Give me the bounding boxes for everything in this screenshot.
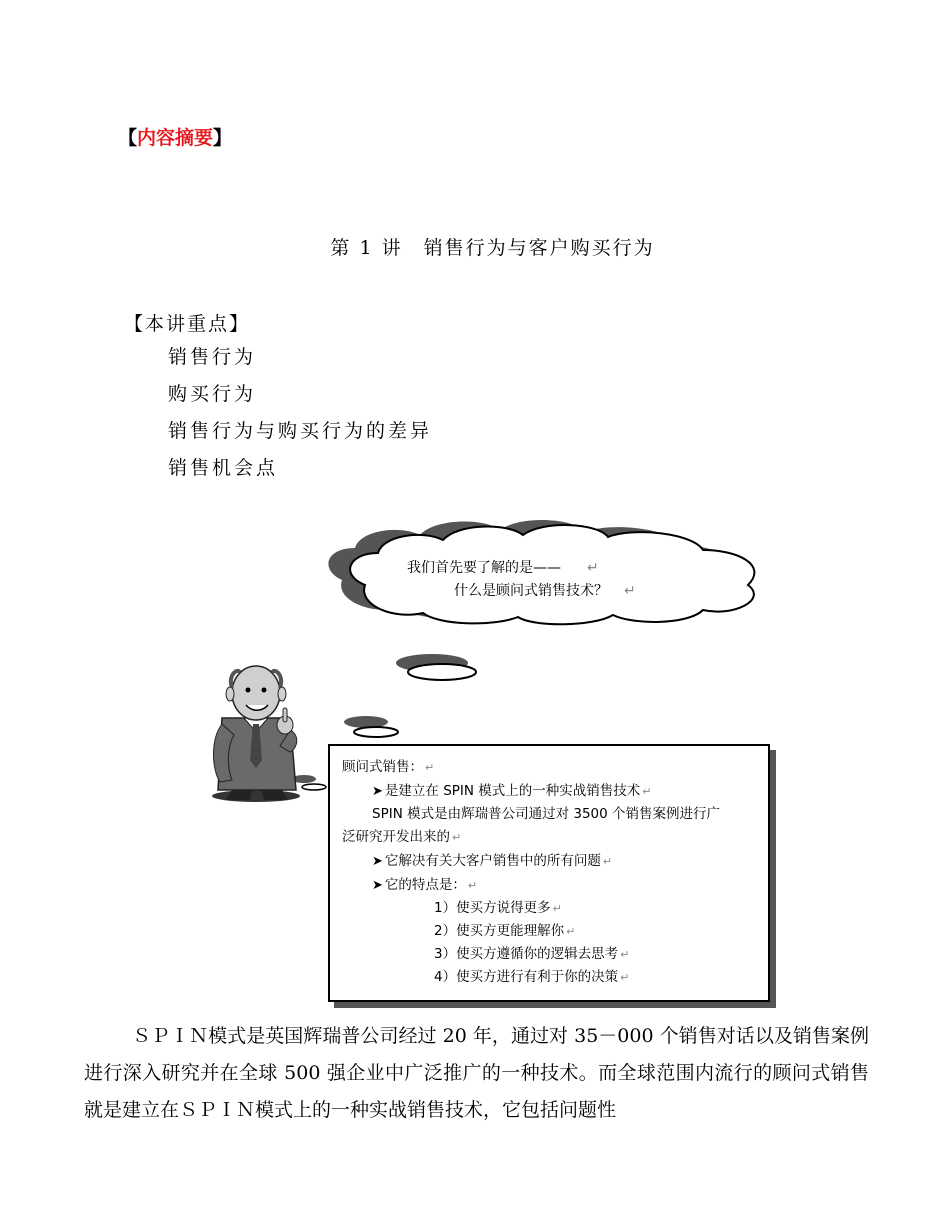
lecture-title: 第 1 讲 销售行为与客户购买行为 [330,237,655,259]
description-line: SPIN 模式是由辉瑞普公司通过对 3500 个销售案例进行广 [372,806,721,822]
feature-text: 使买方更能理解你 [456,923,565,939]
return-mark: ↵ [620,971,630,984]
return-mark: ↵ [602,855,613,868]
feature-number: 3） [434,946,457,962]
feature-text: 使买方说得更多 [456,900,551,916]
focus-item: 销售机会点 [168,457,279,479]
focus-heading: 【本讲重点】 [124,313,251,335]
arrow-bullet-icon: ➤ [372,878,383,893]
feature-item [434,919,575,939]
info-box [328,744,770,1002]
return-mark: ↵ [552,902,562,915]
feature-number: 4） [434,969,457,985]
feature-text: 使买方进行有利于你的决策 [456,969,619,985]
description-line: 泛研究开发出来的 [342,829,450,845]
return-mark: ↵ [566,925,576,938]
info-box-title: 顾问式销售： [342,759,423,775]
salesman-figure [212,666,300,802]
bracket-close: 】 [213,127,233,149]
return-mark: ↵ [425,761,435,774]
return-mark: ↵ [642,785,652,798]
bubble-line-2: 什么是顾问式销售技术？ [454,583,608,599]
bullet-text: 是建立在 SPIN 模式上的一种实战销售技术 [384,783,641,799]
feature-number: 2） [434,923,457,939]
focus-item: 销售行为与购买行为的差异 [168,420,433,442]
return-mark: ↵ [620,948,630,961]
return-mark: ↵ [467,879,478,892]
bubble-line-1: 我们首先要了解的是—— [407,560,561,576]
bracket-open: 【 [118,127,138,149]
return-mark: ↵ [624,583,636,599]
bullet-text: 它解决有关大客户销售中的所有问题 [384,853,601,869]
focus-item: 销售行为 [168,346,257,368]
summary-label: 内容摘要 [137,127,214,149]
feature-item [434,942,629,962]
feature-item [434,896,562,916]
return-mark: ↵ [452,831,462,844]
bullet-text: 它的特点是： [384,877,466,893]
arrow-bullet-icon: ➤ [372,854,383,869]
feature-item [434,965,629,985]
body-paragraph [84,1018,869,1129]
focus-item: 购买行为 [168,383,257,405]
arrow-bullet-icon: ➤ [372,784,383,799]
return-mark: ↵ [587,560,599,576]
paragraph-text: ＳＰＩＮ模式是英国辉瑞普公司经过 20 年，通过对 35－000 个销售对话以及销售案例进行深入研究并在全球 500 强企业中广泛推广的一种技术。而全球范围内流行的顾问式销售就是建立在ＳＰＩＮ模式上的一种实战销售技术，它包括问题性 [84,1025,869,1121]
feature-text: 使买方遵循你的逻辑去思考 [456,946,619,962]
feature-number: 1） [434,900,457,916]
